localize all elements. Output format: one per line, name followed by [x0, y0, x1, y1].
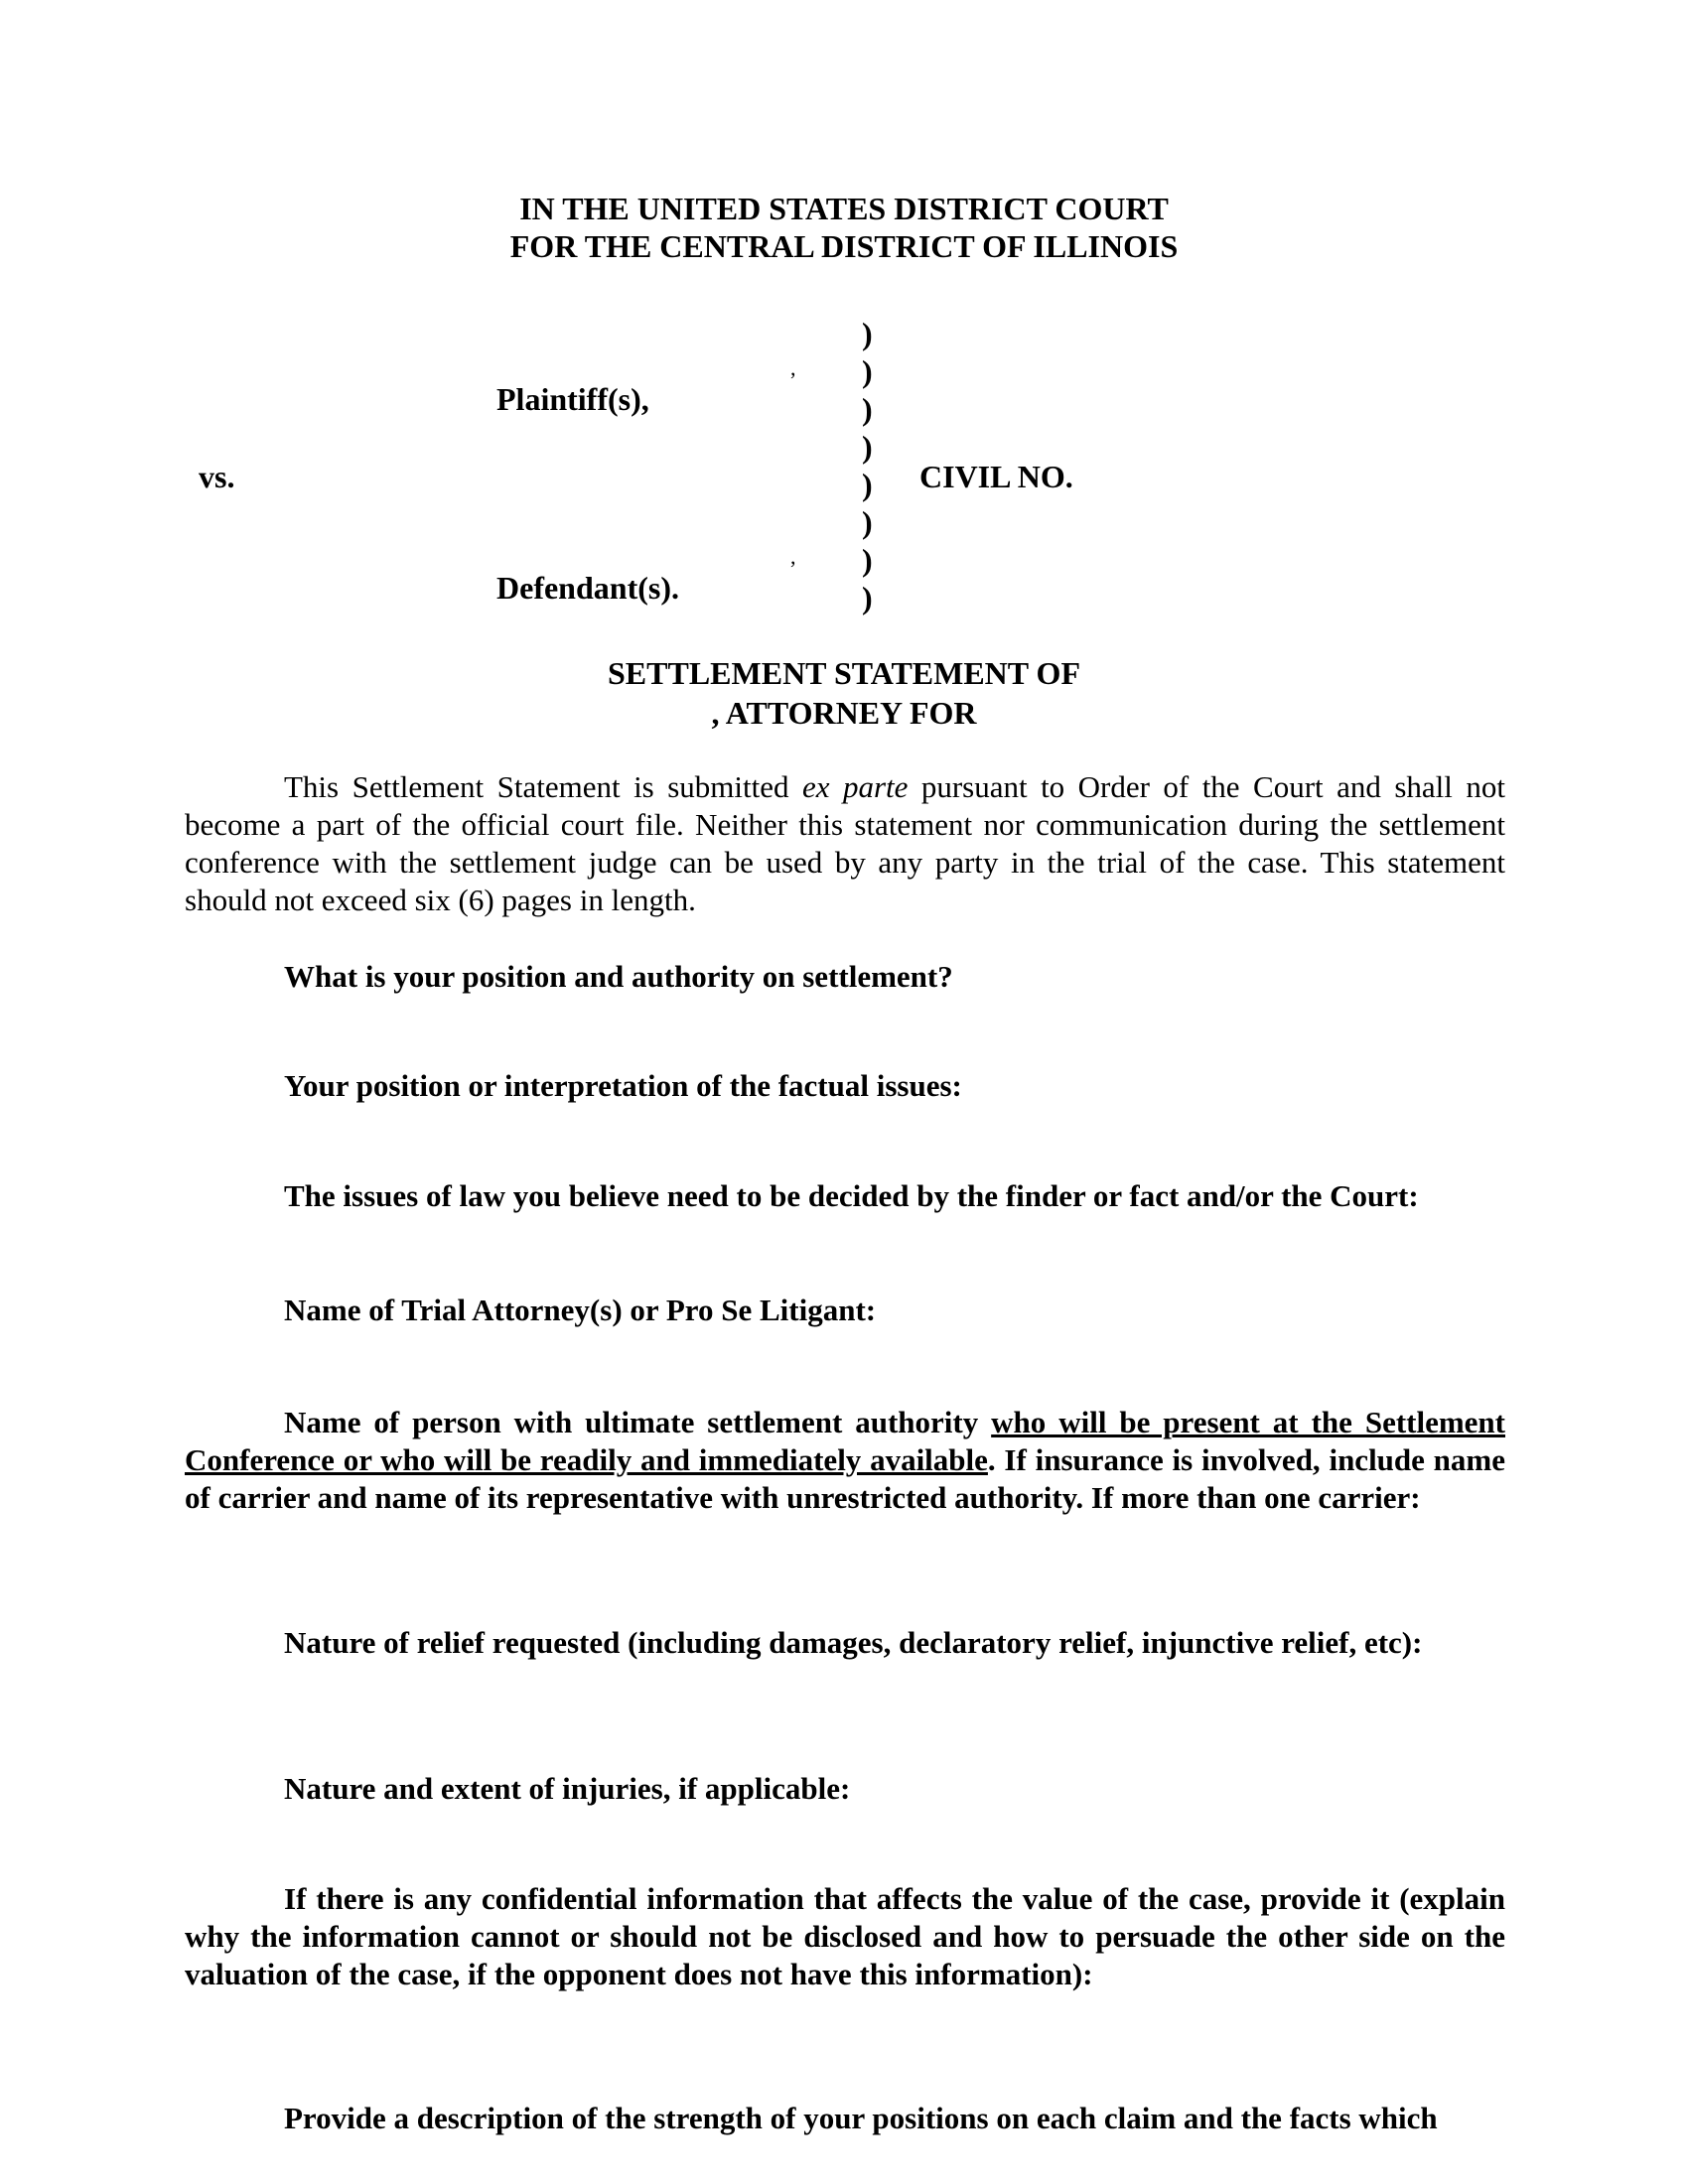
- question-factual-issues: Your position or interpretation of the factual issues:: [284, 1068, 962, 1103]
- caption-paren: ): [862, 353, 873, 389]
- caption-paren: ): [862, 580, 873, 615]
- court-name-line-1: IN THE UNITED STATES DISTRICT COURT: [519, 191, 1169, 226]
- intro-text-end: pursuant to Order of the Court and shall not become a part of the official court file. Neither this statement nor communication during the settlement conference with the settlement judge can be used by any party in the trial of the case. This statement should not exceed six (6) pages in length.: [185, 769, 1505, 917]
- defendant-label: Defendant(s).: [496, 570, 679, 606]
- settlement-authority-text-start: Name of person with ultimate settlement authority: [284, 1405, 992, 1439]
- question-strength-of-positions: Provide a description of the strength of your positions on each claim and the facts which: [284, 2101, 1438, 2135]
- civil-number-label: CIVIL NO.: [919, 459, 1073, 494]
- question-position-authority: What is your position and authority on settlement?: [284, 959, 953, 994]
- question-trial-attorney: Name of Trial Attorney(s) or Pro Se Litigant:: [284, 1293, 877, 1327]
- intro-ex-parte: ex parte: [801, 769, 909, 804]
- caption-paren: ): [862, 542, 873, 578]
- intro-text-start: This Settlement Statement is submitted: [284, 769, 802, 804]
- question-relief-requested: Nature of relief requested (including damages, declaratory relief, injunctive relief, etc):: [284, 1625, 1423, 1660]
- statement-title-line-2: , ATTORNEY FOR: [711, 695, 977, 731]
- question-settlement-authority: [185, 1404, 1505, 1517]
- caption-paren: ): [862, 504, 873, 540]
- settlement-authority-text-end: . If insurance is involved, include name of carrier and name of its representative with unrestricted authority. If more than one carrier:: [185, 1442, 1506, 1515]
- caption-paren: ): [862, 316, 873, 351]
- plaintiff-comma-mark: ,: [790, 355, 796, 380]
- plaintiff-label: Plaintiff(s),: [496, 381, 649, 417]
- court-name-line-2: FOR THE CENTRAL DISTRICT OF ILLINOIS: [509, 228, 1179, 264]
- question-confidential-information: If there is any confidential information that affects the value of the case, provide it (explain why the information cannot or should not be disclosed and how to persuade the other side on the valuation of the case, if the opponent does not have this information):: [185, 1881, 1505, 1991]
- caption-paren: ): [862, 429, 873, 465]
- intro-paragraph: [185, 768, 1505, 919]
- defendant-comma-mark: ,: [790, 544, 796, 569]
- caption-paren: ): [862, 467, 873, 502]
- versus-label: vs.: [199, 459, 235, 494]
- statement-title-line-1: SETTLEMENT STATEMENT OF: [608, 655, 1080, 691]
- question-injuries: Nature and extent of injuries, if applicable:: [284, 1771, 851, 1806]
- settlement-authority-underlined: who will be present at the Settlement Conference or who will be readily and immediately available: [185, 1405, 1505, 1477]
- caption-paren: ): [862, 391, 873, 427]
- question-issues-of-law: The issues of law you believe need to be decided by the finder or fact and/or the Court:: [284, 1178, 1419, 1213]
